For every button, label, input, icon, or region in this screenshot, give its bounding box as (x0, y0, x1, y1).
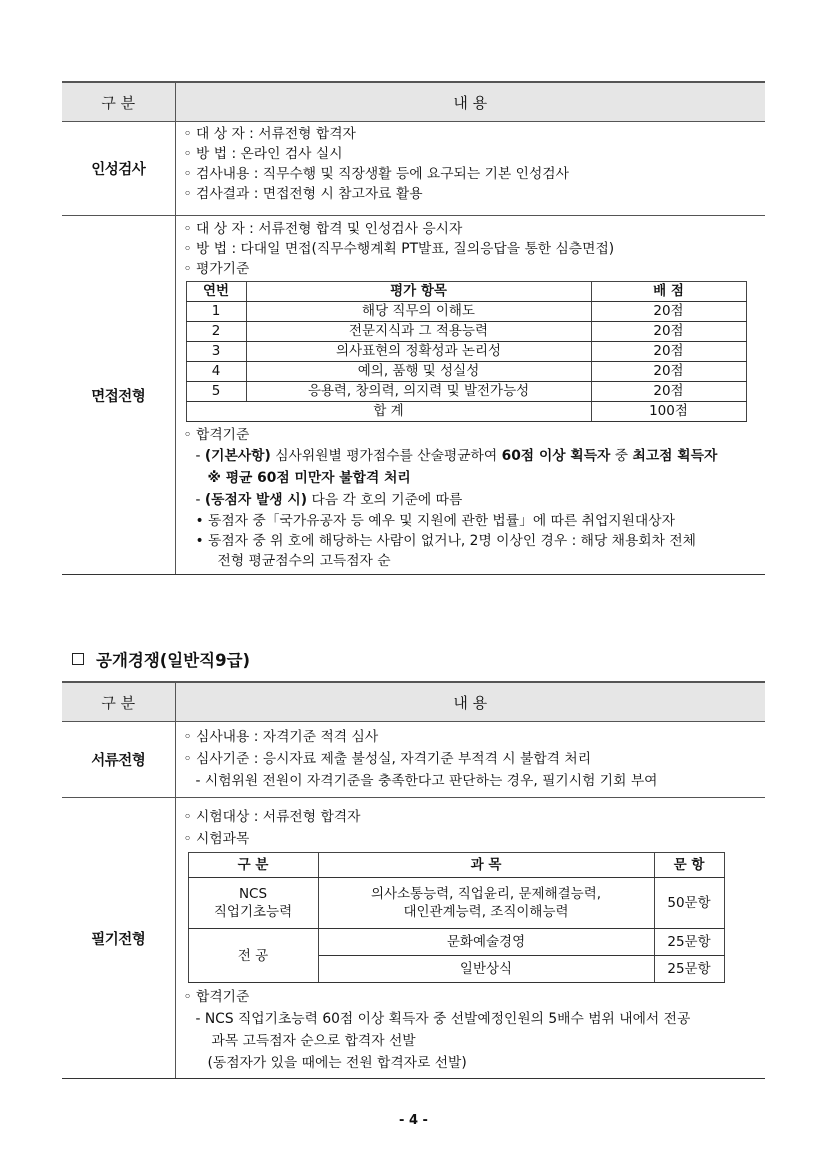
text-line: ◦ 방 법 : 온라인 검사 실시 (183, 146, 343, 162)
table-row (186, 302, 746, 322)
table-header-row (62, 82, 765, 122)
row-document-screening (62, 722, 765, 798)
pass-criteria-title: ◦ 합격기준 (183, 427, 250, 443)
tie-rule-label: (동점자 발생 시) (204, 492, 308, 508)
text-line: (동점자가 있을 때에는 전원 합격자로 선발) (207, 1055, 467, 1071)
selection-table-1 (62, 81, 765, 575)
subject-category-ncs (188, 878, 318, 929)
subject-name: 문화예술경영 (318, 929, 654, 956)
table-header-row (62, 682, 765, 722)
criteria-total-label: 합 계 (186, 402, 591, 422)
criteria-item: 응용력, 창의력, 의지력 및 발전가능성 (246, 382, 591, 402)
basic-rule-text: 심사위원별 평가점수를 산술평균하여 (270, 448, 502, 464)
criteria-header-row (186, 282, 746, 302)
criteria-item: 해당 직무의 이해도 (246, 302, 591, 322)
subject-count: 25문항 (654, 956, 724, 983)
text-line: ◦ 대 상 자 : 서류전형 합격자 (183, 126, 356, 142)
subject-header-count: 문 항 (654, 853, 724, 878)
text-line: ◦ 검사결과 : 면접전형 시 참고자료 활용 (183, 186, 423, 202)
header-content: 내 용 (175, 82, 765, 122)
row-interview (62, 216, 765, 575)
table-row (186, 382, 746, 402)
checkbox-square-icon (72, 653, 84, 665)
criteria-no: 2 (186, 322, 246, 342)
criteria-total-row (186, 402, 746, 422)
criteria-score: 20점 (591, 342, 746, 362)
row-written-test (62, 798, 765, 1079)
text-line: ◦ 시험대상 : 서류전형 합격자 (183, 809, 361, 825)
text-line: ◦ 대 상 자 : 서류전형 합격 및 인성검사 응시자 (183, 221, 463, 237)
content-document-screening (175, 722, 765, 798)
criteria-no: 3 (186, 342, 246, 362)
content-interview (175, 216, 765, 575)
label-interview: 면접전형 (62, 216, 175, 575)
criteria-total-value: 100점 (591, 402, 746, 422)
pass-criteria-title: ◦ 합격기준 (183, 989, 250, 1005)
text-line: ◦ 심사내용 : 자격기준 적격 심사 (183, 729, 379, 745)
tie-bullet-2: • 동점자 중 위 호에 해당하는 사람이 없거나, 2명 이상인 경우 : 해당 채용회차 전체 (195, 533, 697, 549)
criteria-score: 20점 (591, 382, 746, 402)
table-row (188, 878, 724, 929)
label-document-screening: 서류전형 (62, 722, 175, 798)
section-title (72, 647, 250, 671)
subject-header-subject: 과 목 (318, 853, 654, 878)
page-number: - 4 - (399, 1113, 428, 1128)
basic-rule-text: 중 (610, 448, 633, 464)
text-line: ◦ 검사내용 : 직무수행 및 직장생활 등에 요구되는 기본 인성검사 (183, 166, 569, 182)
header-category: 구 분 (62, 82, 175, 122)
section-title-text: 공개경쟁(일반직9급) (96, 651, 251, 670)
ncs-label-line: 직업기초능력 (213, 904, 293, 920)
criteria-no: 5 (186, 382, 246, 402)
dash: - (195, 492, 205, 508)
tie-bullet-1: • 동점자 중「국가유공자 등 예우 및 지원에 관한 법률」에 따른 취업지원대상자 (195, 513, 675, 529)
ncs-subjects-line: 의사소통능력, 직업윤리, 문제해결능력, (370, 886, 602, 902)
subject-name: 일반상식 (318, 956, 654, 983)
basic-rule-label: (기본사항) (204, 448, 271, 464)
criteria-score: 20점 (591, 362, 746, 382)
header-category: 구 분 (62, 682, 175, 722)
text-line: ◦ 평가기준 (183, 261, 250, 277)
criteria-item: 예의, 품행 및 성실성 (246, 362, 591, 382)
ncs-subjects-line: 대인관계능력, 조직이해능력 (403, 904, 569, 920)
criteria-header-no: 연번 (186, 282, 246, 302)
criteria-item: 의사표현의 정확성과 논리성 (246, 342, 591, 362)
header-content: 내 용 (175, 682, 765, 722)
criteria-no: 1 (186, 302, 246, 322)
subject-category-major: 전 공 (188, 929, 318, 983)
tie-bullet-2-cont: 전형 평균점수의 고득점자 순 (217, 553, 391, 569)
table-row (186, 342, 746, 362)
criteria-score: 20점 (591, 302, 746, 322)
table-row (186, 322, 746, 342)
criteria-header-score: 배 점 (591, 282, 746, 302)
exam-subject-table (188, 852, 725, 983)
table-row (186, 362, 746, 382)
tie-rule-text: 다음 각 호의 기준에 따름 (307, 492, 463, 508)
text-line: ◦ 심사기준 : 응시자료 제출 불성실, 자격기준 부적격 시 불합격 처리 (183, 751, 592, 767)
subject-header-row (188, 853, 724, 878)
selection-table-2 (62, 681, 765, 1079)
text-line: ◦ 방 법 : 다대일 면접(직무수행계획 PT발표, 질의응답을 통한 심층면접) (183, 241, 615, 257)
text-line: ◦ 시험과목 (183, 831, 250, 847)
fail-note: ※ 평균 60점 미만자 불합격 처리 (207, 470, 411, 486)
subject-count: 25문항 (654, 929, 724, 956)
criteria-header-item: 평가 항목 (246, 282, 591, 302)
label-written-test: 필기전형 (62, 798, 175, 1079)
evaluation-criteria-table (186, 281, 747, 422)
criteria-score: 20점 (591, 322, 746, 342)
table-row (188, 929, 724, 956)
subject-header-category: 구 분 (188, 853, 318, 878)
label-personality-test: 인성검사 (62, 122, 175, 216)
row-personality-test (62, 122, 765, 216)
subject-count-ncs: 50문항 (654, 878, 724, 929)
dash: - (195, 448, 205, 464)
text-line: 과목 고득점자 순으로 합격자 선발 (211, 1033, 416, 1049)
subject-list-ncs (318, 878, 654, 929)
basic-rule-threshold: 60점 이상 획득자 (501, 448, 611, 464)
basic-rule-top: 최고점 획득자 (632, 448, 718, 464)
ncs-label-line: NCS (238, 886, 268, 902)
criteria-item: 전문지식과 그 적용능력 (246, 322, 591, 342)
criteria-no: 4 (186, 362, 246, 382)
text-line: - 시험위원 전원이 자격기준을 충족한다고 판단하는 경우, 필기시험 기회 부여 (195, 773, 658, 789)
text-line: - NCS 직업기초능력 60점 이상 획득자 중 선발예정인원의 5배수 범위 내에서 전공 (195, 1011, 691, 1027)
basic-rule (184, 445, 760, 467)
content-written-test (175, 798, 765, 1079)
tie-rule (184, 489, 760, 511)
content-personality-test (175, 122, 765, 216)
